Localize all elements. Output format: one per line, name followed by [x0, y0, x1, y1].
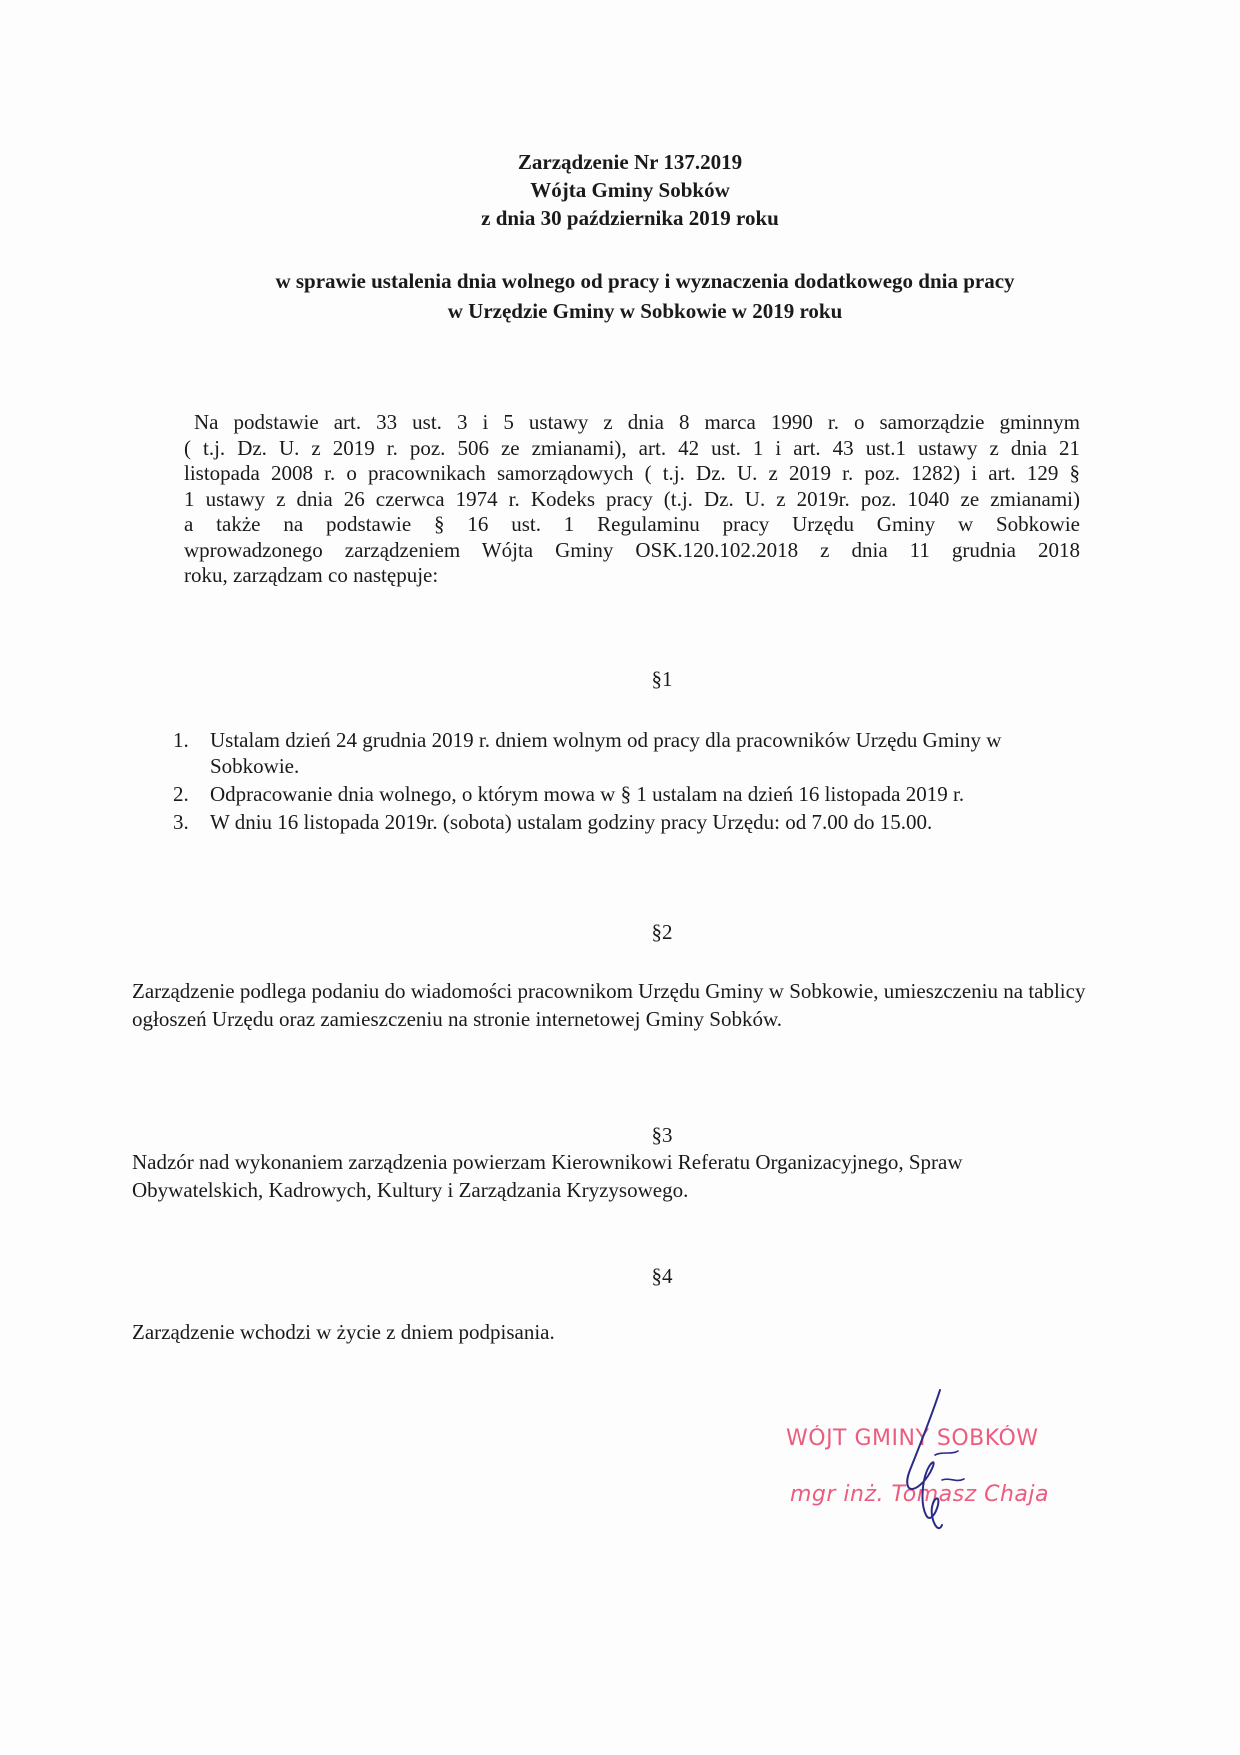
stamp-name: mgr inż. Tomasz Chaja — [790, 1482, 1049, 1507]
issue-date: z dnia 30 października 2019 roku — [481, 206, 779, 230]
section-2-sign: §2 — [651, 920, 673, 944]
preamble-line: wprowadzonego zarządzeniem Wójta Gminy OSK.120.102.2018 z dnia 11 grudnia 2018 — [184, 537, 1080, 562]
section-1-list — [165, 727, 1095, 837]
subject-line-2: w Urzędzie Gminy w Sobkowie w 2019 roku — [447, 299, 843, 323]
section-3-text: Nadzór nad wykonaniem zarządzenia powierzam Kierownikowi Referatu Organizacyjnego, Spraw Obywatelskich, Kadrowych, Kultury i Zarządzania Kryzysowego. — [132, 1150, 963, 1202]
list-item — [165, 727, 1095, 779]
list-item — [165, 809, 1095, 835]
list-item-text: Ustalam dzień 24 grudnia 2019 r. dniem wolnym od pracy dla pracowników Urzędu Gminy w Sobkowie. — [210, 728, 1002, 778]
list-item-number: 1. — [173, 728, 189, 752]
preamble-line: listopada 2008 r. o pracownikach samorządowych ( t.j. Dz. U. z 2019 r. poz. 1282) i art. 129 § — [184, 461, 1080, 485]
section-1-sign: §1 — [651, 667, 673, 691]
preamble-line: a także na podstawie § 16 ust. 1 Regulaminu pracy Urzędu Gminy w Sobkowie — [184, 512, 1080, 536]
section-4-sign: §4 — [651, 1264, 673, 1288]
list-item-text: W dniu 16 listopada 2019r. (sobota) ustalam godziny pracy Urzędu: od 7.00 do 15.00. — [210, 810, 933, 834]
preamble-line: Na podstawie art. 33 ust. 3 i 5 ustawy z dnia 8 marca 1990 r. o samorządzie gminnym — [194, 410, 1080, 434]
list-item-number: 3. — [173, 810, 189, 834]
list-item — [165, 781, 1095, 807]
preamble-line: roku, zarządzam co następuje: — [184, 563, 439, 587]
preamble — [184, 410, 1080, 589]
section-2-text: Zarządzenie podlega podaniu do wiadomości pracownikom Urzędu Gminy w Sobkowie, umieszczeniu na tablicy ogłoszeń Urzędu oraz zamieszczeniu na stronie internetowej Gminy Sobków. — [132, 979, 1086, 1031]
handwritten-signature — [880, 1385, 990, 1545]
preamble-line: ( t.j. Dz. U. z 2019 r. poz. 506 ze zmianami), art. 42 ust. 1 i art. 43 ust.1 ustawy z dnia 21 — [184, 435, 1080, 460]
preamble-line: 1 ustawy z dnia 26 czerwca 1974 r. Kodeks pracy (t.j. Dz. U. z 2019r. poz. 1040 ze zmianami) — [184, 486, 1080, 511]
section-4-text: Zarządzenie wchodzi w życie z dniem podpisania. — [132, 1320, 555, 1344]
list-item-text: Odpracowanie dnia wolnego, o którym mowa w § 1 ustalam na dzień 16 listopada 2019 r. — [210, 782, 965, 806]
document-subject — [0, 266, 1240, 326]
list-item-number: 2. — [173, 782, 189, 806]
ordinance-number: Zarządzenie Nr 137.2019 — [517, 150, 743, 174]
issuer: Wójta Gminy Sobków — [530, 178, 730, 202]
stamp-title: WÓJT GMINY SOBKÓW — [786, 1426, 1039, 1451]
subject-line-1: w sprawie ustalenia dnia wolnego od pracy i wyznaczenia dodatkowego dnia pracy — [275, 269, 1015, 293]
document-header — [0, 148, 1240, 232]
section-3-sign: §3 — [651, 1123, 673, 1147]
